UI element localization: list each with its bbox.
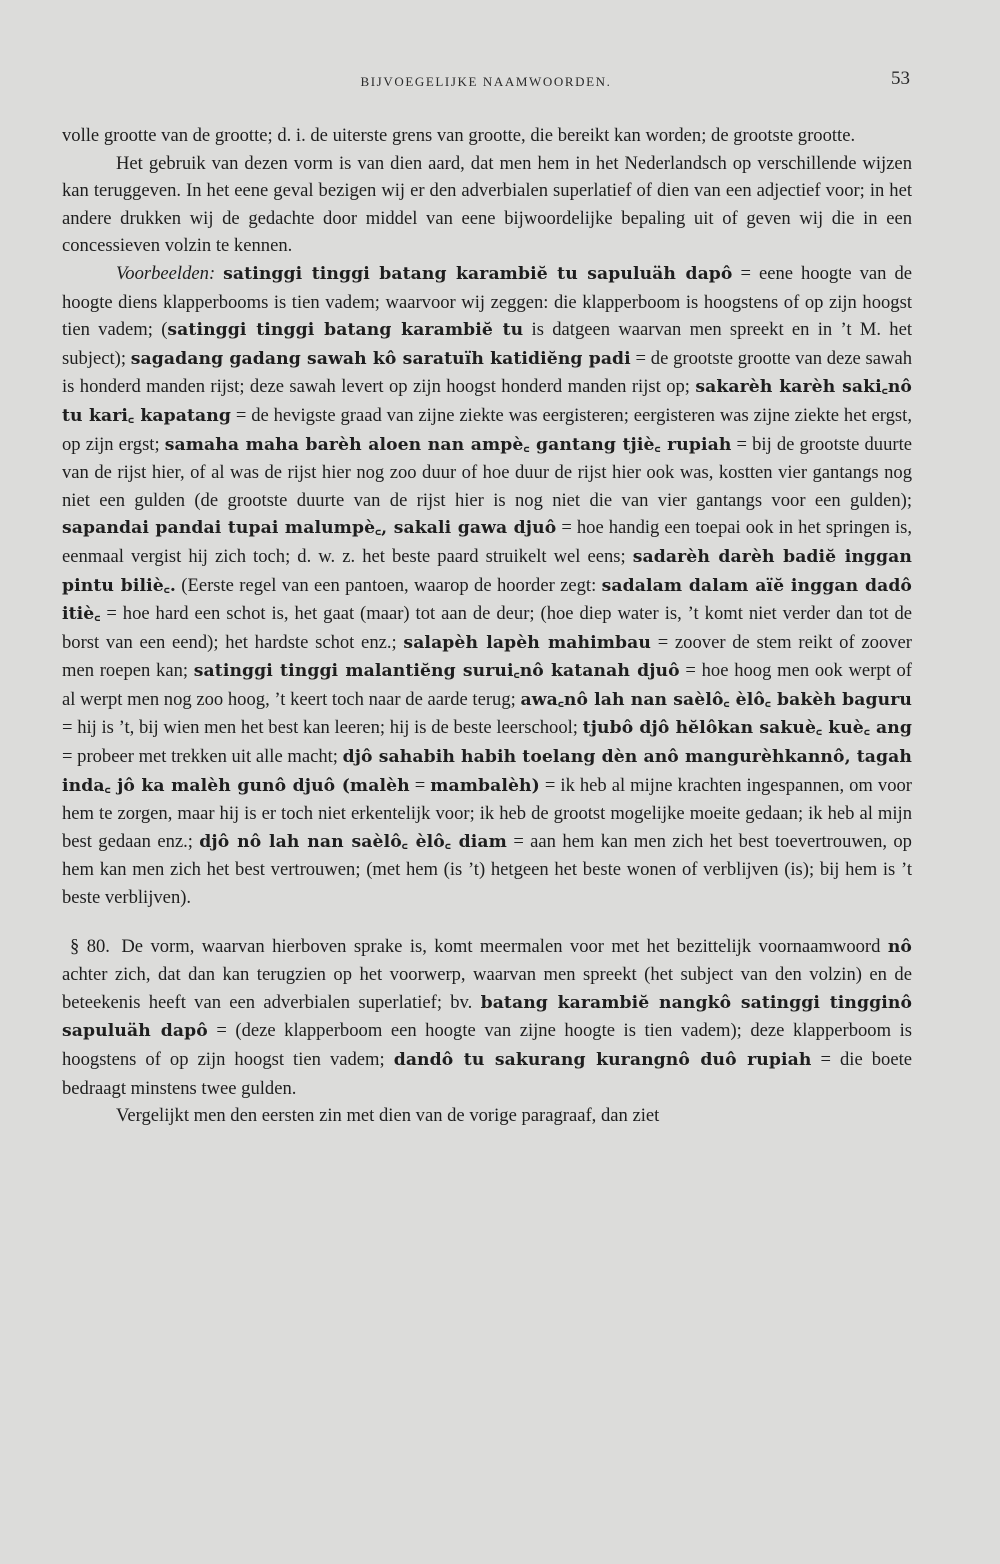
text-run: (Eerste regel van een pantoen, waarop de hoorder zegt: (175, 574, 602, 596)
vernacular-phrase: samaha maha barèh aloen nan ampè꜀ gantang tjiè꜀ rupiah (164, 434, 732, 455)
text-run: = de hevigste graad van zijne ziekte was eergisteren; eergisteren was zijne ziekte het ergst, op zijn ergst; (62, 404, 912, 455)
vernacular-phrase: djô nô lah nan saèlô꜀ èlô꜀ diam (199, 831, 507, 852)
vernacular-phrase: mambalèh) (430, 775, 540, 796)
text-run: = hoe handig een toepai ook in het springen is, eenmaal vergist hij zich toch; d. w. z. het beste paard struikelt wel eens; (62, 517, 913, 567)
body-text (62, 122, 912, 1130)
text-run: = die boete bedraagt minstens twee gulden. (62, 1049, 913, 1099)
vernacular-phrase: satinggi tinggi batang karambiĕ tu sapuluäh dapô (223, 263, 733, 284)
examples-label: Voorbeelden: (116, 262, 216, 284)
text-run: = bij de grootste duurte van de rijst hier, of al was de rijst hier nog zoo duur of hoe duur de rijst hier ook was, kostten vier gantangs nog niet een gulden (de grootste duurte van de rijst hier is nog niet die van vier gantangs voor een gulden); (62, 433, 912, 511)
paragraph-comparison (62, 1102, 912, 1130)
text-run: = hoe hoog men ook werpt of al werpt men nog zoo hoog, ’t keert toch naar de aarde terug; (62, 660, 912, 710)
text-run: = zoover de stem reikt of zoover men roepen kan; (62, 631, 912, 682)
running-title: BIJVOEGELIJKE NAAMWOORDEN. (360, 74, 612, 89)
text-run: = (409, 774, 431, 796)
vernacular-phrase: nô (887, 936, 912, 957)
text-run: = de grootste grootte van deze sawah is honderd manden rijst; deze sawah levert op zijn hoogst honderd manden rijst op; (62, 347, 912, 398)
paragraph-examples (62, 260, 912, 912)
text-run: = aan hem kan men zich het best toevertrouwen, op hem kan men zich het best vertrouwen; (met hem (is ’t) hetgeen het beste wonen of verblijven (is); bij hem is ’t beste verblijven). (62, 830, 912, 909)
paragraph-usage (62, 150, 912, 260)
text-run: Vergelijkt men den eersten zin met dien van de vorige paragraaf, dan ziet (116, 1105, 660, 1127)
text-run: = probeer met trekken uit alle macht; (62, 746, 343, 768)
vernacular-phrase: sadarèh darèh badiĕ inggan pintu biliè꜀. (62, 546, 912, 596)
text-run: = eene hoogte van de hoogte diens klapperbooms is tien vadem; waarvoor wij zeggen: die klapperboom is hoogstens of op zijn hoogst tien vadem; ( (62, 262, 912, 341)
vernacular-phrase: tjubô djô hĕlôkan sakuè꜀ kuè꜀ ang (582, 718, 912, 739)
vernacular-phrase: sadalam dalam aïĕ inggan dadô itiè꜀ (62, 575, 912, 625)
text-run: De vorm, waarvan hierboven sprake is, komt meermalen voor met het bezittelijk voornaamwoord (113, 935, 888, 957)
vernacular-phrase: salapèh lapèh mahimbau (403, 632, 651, 653)
vernacular-phrase: sakarèh karèh saki꜀nô tu kari꜀ kapatang (62, 377, 912, 426)
vernacular-phrase: dandô tu sakurang kurangnô duô rupiah (393, 1050, 812, 1070)
text-run: = (deze klapperboom een hoogte van zijne hoogte is tien vadem); deze klapperboom is hoogstens of op zijn hoogst tien vadem; (62, 1020, 913, 1070)
vernacular-phrase: batang karambiĕ nangkô satinggi tingginô sapuluäh dapô (62, 992, 913, 1042)
text-run: Het gebruik van dezen vorm is van dien aard, dat men hem in het Nederlandsch op verschillende wijzen kan teruggeven. In het eene geval bezigen wij er den adverbialen superlatief of dien van een adjectief voor; in het andere drukken wij de gedachte door middel van eene bijwoordelijke bepaling uit of geven wij die in een concessieven volzin te kennen. (62, 152, 912, 257)
page-number: 53 (891, 68, 910, 89)
vernacular-phrase: sagadang gadang sawah kô saratuïh katidiĕng padi (130, 348, 631, 369)
vernacular-phrase: satinggi tinggi malantiĕng surui꜀nô katanah djuô (193, 661, 680, 682)
text-run: is datgeen waarvan men spreekt en in ’t M. het subject); (62, 319, 913, 369)
paragraph-section-80 (62, 933, 912, 1103)
text-run: = hoe hard een schot is, het gaat (maar) tot aan de deur; (hoe diep water is, ’t komt niet verder dan tot de borst van een eend); het hardste schot enz.; (62, 603, 912, 653)
text-run: = ik heb al mijne krachten ingespannen, om voor hem te zorgen, maar hij is er toch niet erkentelijk voor; ik heb de grootst mogelijke moeite gedaan; ik heb al mijn best gedaan enz.; (62, 774, 912, 852)
section-number: § 80. (70, 935, 110, 957)
text-run: achter zich, dat dan kan terugzien op het voorwerp, waarvan men spreekt (het subject van den volzin) en de beteekenis heeft van een adverbialen superlatief; bv. (62, 964, 912, 1013)
text-run: volle grootte van de grootte; d. i. de uiterste grens van grootte, die bereikt kan worden; de grootste grootte. (62, 125, 856, 146)
vernacular-phrase: awa꜀nô lah nan saèlô꜀ èlô꜀ bakèh baguru (520, 689, 912, 710)
vernacular-phrase: sapandai pandai tupai malumpè꜀, sakali gawa djuô (62, 518, 557, 539)
vernacular-phrase: satinggi tinggi batang karambiĕ tu (167, 320, 524, 341)
vernacular-phrase: djô sahabih habih toelang dèn anô mangurèhkannô, tagah inda꜀ jô ka malèh gunô djuô (malèh (62, 747, 912, 796)
text-run (215, 263, 223, 284)
page-header (62, 68, 910, 92)
paragraph-continuation (62, 122, 912, 150)
text-run: = hij is ’t, bij wien men het best kan leeren; hij is de beste leerschool; (62, 717, 583, 739)
